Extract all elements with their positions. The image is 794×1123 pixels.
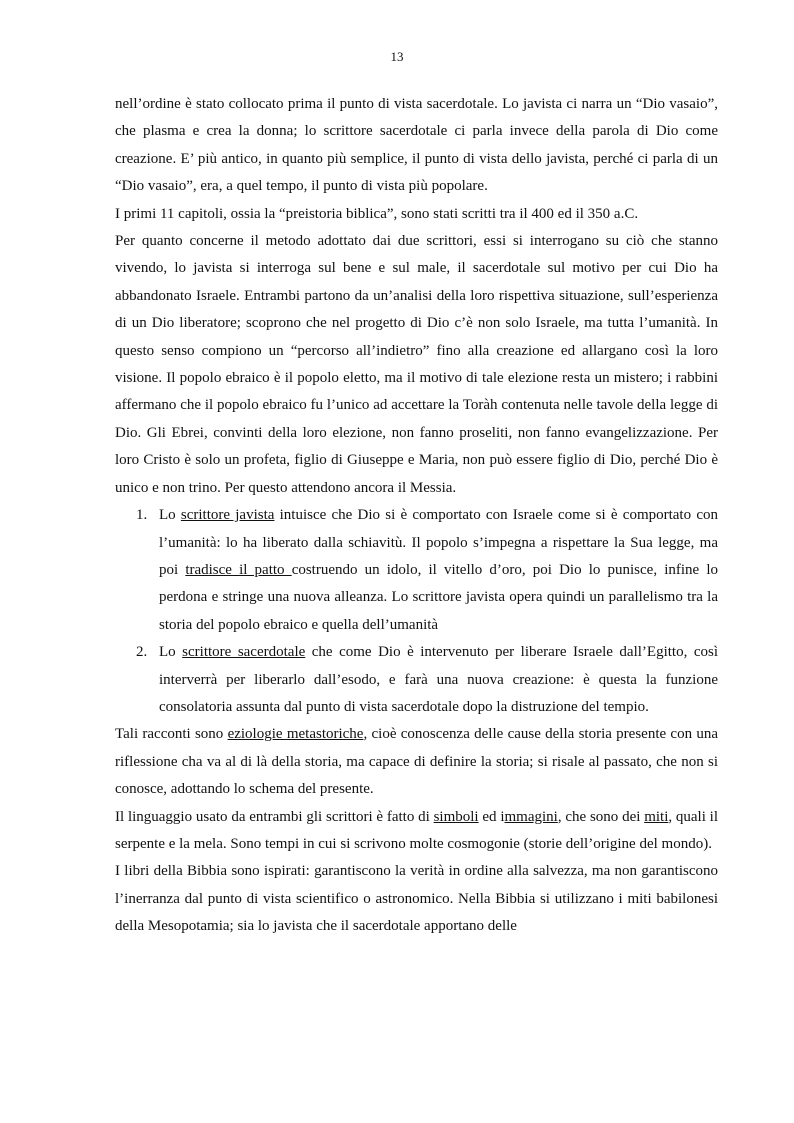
- paragraph-text: Tali racconti sono: [115, 726, 228, 743]
- underlined-term-eziologie-metastoriche: eziologie metastoriche: [227, 726, 364, 743]
- list-text: Lo: [159, 644, 183, 661]
- list-text: intuisce che Dio si è comportato con Israele come si è comportato con l’umanità: lo ha liberato dalla schiavitù. Il popolo s’impegna a rispettare la Sua legge, ma poi: [159, 507, 718, 578]
- paragraph-chapters-date: I primi 11 capitoli, ossia la “preistoria biblica”, sono stati scritti tra il 400 ed il 350 a.C.: [115, 205, 639, 222]
- list-number: 1.: [136, 507, 148, 524]
- body-text: [115, 91, 718, 941]
- paragraph-intro: nell’ordine è stato collocato prima il punto di vista sacerdotale. Lo javista ci narra un “Dio vasaio”, che plasma e crea la donna; lo scrittore sacerdotale ci parla invece della parola di Dio come creazione. E’ più antico, in quanto più semplice, il punto di vista dello javista, perché ci parla di un “Dio vasaio”, era, a quel tempo, il punto di vista più popolare.: [115, 96, 718, 195]
- underlined-term-tradisce-il-patto: tradisce il patto: [185, 561, 292, 578]
- paragraph-text: ed i: [478, 808, 505, 825]
- list-item-sacerdotale: [136, 639, 718, 721]
- underlined-term-simboli: simboli: [433, 808, 479, 825]
- paragraph-method: Per quanto concerne il metodo adottato dai due scrittori, essi si interrogano su ciò che stanno vivendo, lo javista si interroga sul bene e sul male, il sacerdotale sul motivo per cui Dio ha abbandonato Israele. Entrambi partono da un’analisi della loro rispettiva situazione, sull’esperienza di un Dio liberatore; scoprono che nel progetto di Dio c’è non solo Israele, ma tutta l’umanità. In questo senso compiono un “percorso all’indietro” fino alla creazione ed allargano così la loro visione. Il popolo ebraico è il popolo eletto, ma il motivo di tale elezione resta un mistero; i rabbini affermano che il popolo ebraico fu l’unico ad accettare la Toràh contenuta nelle tavole della legge di Dio. Gli Ebrei, convinti della loro elezione, non fanno proseliti, non fanno evangelizzazione. Per loro Cristo è solo un profeta, figlio di Giuseppe e Maria, non può essere figlio di Dio, perché Dio è unico e non trino. Per questo attendono ancora il Messia.: [115, 233, 718, 496]
- paragraph-linguaggio: [115, 804, 718, 859]
- list-number: 2.: [136, 644, 148, 661]
- paragraph-bibbia: I libri della Bibbia sono ispirati: garantiscono la verità in ordine alla salvezza, ma non garantiscono l’inerranza dal punto di vista scientifico o astronomico. Nella Bibbia si utilizzano i miti babilonesi della Mesopotamia; sia lo javista che il sacerdotale apportano delle: [115, 863, 718, 935]
- underlined-term-immagini: mmagini: [504, 808, 558, 825]
- list-text: costruendo un idolo, il vitello d’oro, poi Dio lo punisce, infine lo perdona e stringe una nuova alleanza. Lo scrittore javista opera quindi un parallelismo tra la storia del popolo ebraico e quella dell’umanità: [159, 561, 719, 633]
- underlined-term-miti: miti: [644, 808, 669, 825]
- paragraph-text: Il linguaggio usato da entrambi gli scrittori è fatto di: [115, 808, 434, 825]
- underlined-term-scrittore-javista: scrittore javista: [180, 507, 275, 524]
- list-text: che come Dio è intervenuto per liberare Israele dall’Egitto, così interverrà per liberarlo dall’esodo, e farà una nuova creazione: è questa la funzione consolatoria assunta dal punto di vista sacerdotale dopo la distruzione del tempio.: [159, 644, 718, 715]
- list-item-javista: [136, 502, 719, 639]
- paragraph-text: , che sono dei: [557, 808, 645, 825]
- paragraph-text: , quali il serpente e la mela. Sono tempi in cui si scrivono molte cosmogonie (storie dell’origine del mondo).: [115, 808, 719, 852]
- numbered-list: [115, 502, 718, 721]
- paragraph-text: , cioè conoscenza delle cause della storia presente con una riflessione cha va al di là della storia, ma capace di definire la storia; si risale al passato, che non si conosce, adottando lo schema del presente.: [115, 726, 719, 798]
- list-text: Lo: [159, 507, 181, 524]
- underlined-term-scrittore-sacerdotale: scrittore sacerdotale: [182, 644, 306, 661]
- paragraph-eziologie: [115, 721, 718, 803]
- page-number: 13: [390, 49, 404, 64]
